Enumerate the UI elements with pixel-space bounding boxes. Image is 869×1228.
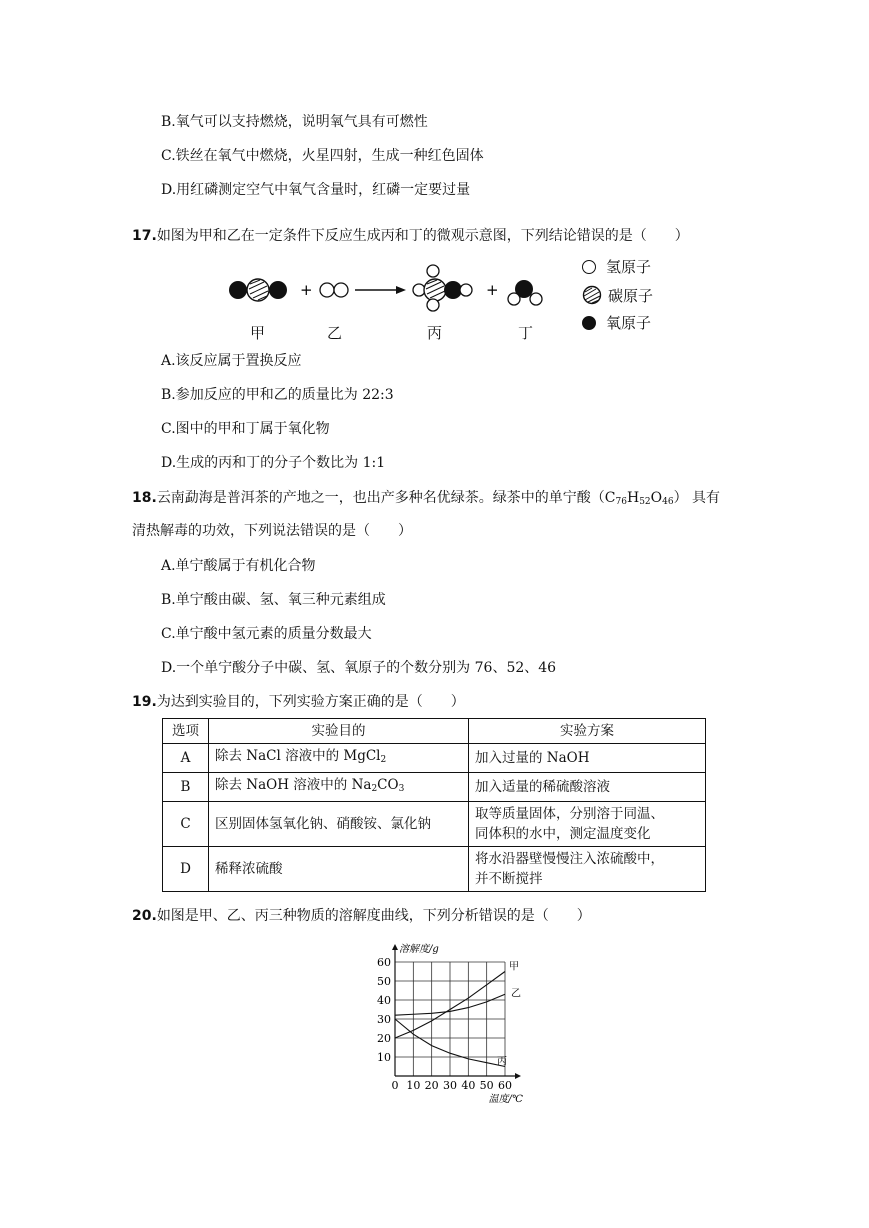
q17-option-b: B.参加反应的甲和乙的质量比为 22:3	[161, 387, 394, 403]
y-tick-label: 40	[377, 994, 391, 1007]
row-b-option: B	[163, 773, 209, 802]
row-c-plan: 取等质量固体，分别溶于同温、 同体积的水中，测定温度变化	[469, 802, 706, 847]
table-header-row	[163, 719, 706, 744]
solubility-chart	[360, 938, 540, 1108]
legend-carbon: 碳原子	[582, 285, 653, 306]
row-d-option: D	[163, 847, 209, 892]
q20-number: 20.	[132, 908, 157, 924]
q17-option-a: A.该反应属于置换反应	[161, 353, 302, 369]
q19-stem: 19.为达到实验目的，下列实验方案正确的是（ ）	[132, 694, 465, 710]
row-b-goal: 除去 NaOH 溶液中的 $Na_2CO_3$	[209, 773, 469, 802]
x-tick-label: 40	[461, 1079, 476, 1092]
experiment-table	[162, 718, 706, 892]
label-bing: 丙	[427, 324, 443, 342]
table-row	[163, 847, 706, 892]
row-c-goal: 区别固体氢氧化钠、硝酸铵、氯化钠	[209, 802, 469, 847]
x-tick-label: 20	[424, 1079, 439, 1092]
q16-option-b: B.氧气可以支持燃烧，说明氧气具有可燃性	[161, 114, 428, 130]
y-axis-label: 溶解度/g	[399, 944, 439, 955]
carbon-atom-icon	[582, 285, 602, 305]
row-d-goal: 稀释浓硫酸	[209, 847, 469, 892]
q16-option-c: C.铁丝在氧气中燃烧，火星四射，生成一种红色固体	[161, 148, 484, 164]
q18-option-a: A.单宁酸属于有机化合物	[161, 558, 316, 574]
oxygen-atom-icon	[582, 316, 596, 330]
y-tick-label: 50	[377, 975, 391, 988]
label-yi: 乙	[327, 324, 343, 342]
y-tick-label: 60	[377, 956, 391, 969]
x-tick-label: 0	[391, 1079, 399, 1092]
row-a-option: A	[163, 744, 209, 773]
x-tick-label: 10	[406, 1079, 421, 1092]
molecule-ding	[508, 280, 542, 305]
x-axis-arrow-icon	[515, 1073, 521, 1079]
series-label-1: 甲	[509, 961, 519, 973]
q18-stem-line2: 清热解毒的功效，下列说法错误的是（ ）	[132, 523, 412, 539]
row-a-plan: 加入过量的 NaOH	[469, 744, 706, 773]
q18-number: 18.	[132, 490, 157, 506]
table-row	[163, 802, 706, 847]
q17-option-d: D.生成的丙和丁的分子个数比为 1:1	[161, 455, 386, 471]
q19-number: 19.	[132, 694, 157, 710]
q17-option-c: C.图中的甲和丁属于氧化物	[161, 421, 330, 437]
q18-stem-line1: 18.云南勐海是普洱茶的产地之一，也出产多种名优绿茶。绿茶中的单宁酸$(C_{76}H_{52}O_{46})$ 具有	[132, 490, 721, 507]
q17-stem: 17.如图为甲和乙在一定条件下反应生成丙和丁的微观示意图，下列结论错误的是（ ）	[132, 228, 689, 244]
y-axis-arrow-icon	[392, 944, 398, 950]
y-tick-label: 20	[377, 1032, 391, 1045]
q18-option-c: C.单宁酸中氢元素的质量分数最大	[161, 626, 372, 642]
q18-option-b: B.单宁酸由碳、氢、氧三种元素组成	[161, 592, 386, 608]
header-option: 选项	[163, 719, 209, 744]
molecule-bing	[413, 265, 472, 311]
label-ding: 丁	[518, 324, 534, 342]
plus-sign-2: +	[486, 281, 499, 299]
header-plan: 实验方案	[469, 719, 706, 744]
label-jia: 甲	[250, 324, 266, 342]
row-d-plan: 将水沿器壁慢慢注入浓硫酸中， 并不断搅拌	[469, 847, 706, 892]
q16-option-d: D.用红磷测定空气中氧气含量时，红磷一定要过量	[161, 182, 471, 198]
molecule-jia	[229, 279, 287, 301]
x-tick-label: 50	[479, 1079, 494, 1092]
hydrogen-atom-icon	[582, 260, 596, 274]
series-label-3: 丙	[497, 1056, 507, 1068]
legend-oxygen: 氧原子	[582, 313, 651, 333]
q20-stem: 20.如图是甲、乙、丙三种物质的溶解度曲线，下列分析错误的是（ ）	[132, 908, 591, 924]
molecule-yi	[320, 283, 348, 297]
x-axis-label: 温度/℃	[488, 1094, 523, 1105]
x-tick-label: 30	[443, 1079, 457, 1092]
reaction-diagram	[220, 262, 560, 312]
legend-hydrogen: 氢原子	[582, 257, 651, 277]
table-row	[163, 744, 706, 773]
row-b-plan: 加入适量的稀硫酸溶液	[469, 773, 706, 802]
row-a-goal: 除去 NaCl 溶液中的 MgCl$_2$	[209, 744, 469, 773]
y-tick-label: 10	[377, 1051, 391, 1064]
row-c-option: C	[163, 802, 209, 847]
plus-sign-1: +	[300, 281, 313, 299]
y-tick-label: 30	[377, 1013, 391, 1026]
table-row	[163, 773, 706, 802]
header-goal: 实验目的	[209, 719, 469, 744]
q18-option-d: D.一个单宁酸分子中碳、氢、氧原子的个数分别为 76、52、46	[161, 660, 557, 676]
series-label-2: 乙	[511, 988, 521, 1000]
x-tick-label: 60	[498, 1079, 512, 1092]
q17-number: 17.	[132, 228, 157, 244]
reaction-arrow	[355, 286, 406, 294]
